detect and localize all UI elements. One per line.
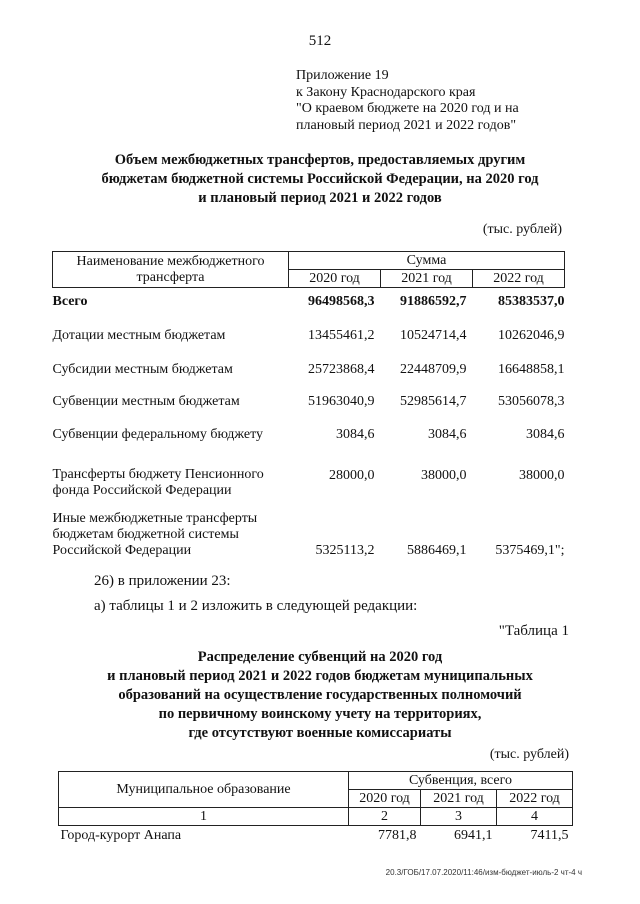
row-value: 38000,0 [519,467,565,483]
column-number: 3 [421,808,497,826]
table-row [53,378,565,410]
title-line: Распределение субвенций на 2020 год [197,649,443,665]
row-value: 3084,6 [428,426,467,442]
header-year: 2022 год [497,790,573,808]
row-name: Город-курорт Анапа [60,828,182,843]
appendix-line: к Закону Краснодарского края [296,84,476,100]
title-line: бюджетам бюджетной системы Российской Федерации, на 2020 год [101,171,539,187]
transfers-table [52,251,565,559]
table-row [53,443,565,499]
paragraph-26: 26) в приложении 23: [94,573,231,589]
title-line: и плановый период 2021 и 2022 годов [198,190,442,206]
footer-stamp: 20.3/ГОБ/17.07.2020/11:46/изм-бюджет-июль-2 чт-4 ч [385,868,582,877]
row-value: 16648858,1 [498,361,565,377]
row-value: 96498568,3 [308,293,375,309]
page-number: 512 [308,33,332,49]
row-value: 7781,8 [378,828,417,843]
row-value: 10524714,4 [400,327,467,343]
header-sum: Сумма [289,252,565,270]
row-value: 85383537,0 [498,293,565,309]
title-line: Объем межбюджетных трансфертов, предоставляемых другим [114,152,526,168]
column-number: 2 [349,808,421,826]
row-value: 13455461,2 [308,327,375,343]
row-value: 38000,0 [421,467,467,483]
row-value: 7411,5 [530,828,569,843]
title-line: где отсутствуют военные комиссариаты [188,725,452,741]
row-name: Иные межбюджетные трансферты бюджетам бюджетной системы Российской Федерации [52,510,258,558]
header-name: Наименование межбюджетного трансферта [53,252,289,288]
header-year: 2021 год [381,270,473,288]
table2-title [60,648,580,743]
row-value: 52985614,7 [400,393,467,409]
column-number: 4 [497,808,573,826]
appendix-line: Приложение 19 [296,68,389,83]
table-row [59,826,573,846]
row-value: 10262046,9 [498,327,565,343]
row-name: Субвенции местным бюджетам [52,393,240,409]
unit-label: (тыс. рублей) [482,222,562,237]
row-value: 53056078,3 [498,393,565,409]
row-value: 25723868,4 [308,361,375,377]
unit-label: (тыс. рублей) [489,747,569,762]
row-value: 5325113,2 [315,542,375,558]
header-year: 2020 год [349,790,421,808]
row-value: 6941,1 [454,828,493,843]
row-name: Всего [52,293,88,309]
table-row [53,410,565,443]
table-row [53,310,565,344]
header-year: 2020 год [289,270,381,288]
row-name: Дотации местным бюджетам [52,327,226,343]
header-name: Муниципальное образование [59,772,349,808]
row-value: 91886592,7 [400,293,467,309]
appendix-line: плановый период 2021 и 2022 годов" [296,117,517,133]
table-label: "Таблица 1 [498,623,569,639]
row-value: 5886469,1 [407,542,467,558]
row-value: 3084,6 [336,426,375,442]
row-value: 51963040,9 [308,393,375,409]
title-line: по первичному воинскому учету на территориях, [158,706,482,722]
row-name: Трансферты бюджету Пенсионного фонда Российской Федерации [52,466,264,498]
appendix-reference [296,68,519,134]
row-value: 3084,6 [526,426,565,442]
row-name: Субсидии местным бюджетам [52,361,233,377]
header-sum: Субвенция, всего [349,772,573,790]
table1-title [60,151,580,208]
row-value: 28000,0 [329,467,375,483]
title-line: образований на осуществление государственных полномочий [118,687,522,703]
header-year: 2022 год [473,270,565,288]
row-value: 5375469,1"; [495,542,565,558]
row-name: Субвенции федеральному бюджету [52,426,263,442]
appendix-line: "О краевом бюджете на 2020 год и на [296,101,519,116]
table-row [53,499,565,559]
paragraph-a: а) таблицы 1 и 2 изложить в следующей редакции: [94,598,418,614]
header-year: 2021 год [421,790,497,808]
table-row [53,288,565,310]
subventions-table [58,771,573,845]
column-numbers-row [59,808,573,826]
title-line: и плановый период 2021 и 2022 годов бюджетам муниципальных [107,668,533,684]
row-value: 22448709,9 [400,361,467,377]
column-number: 1 [59,808,349,826]
table-row [53,344,565,378]
